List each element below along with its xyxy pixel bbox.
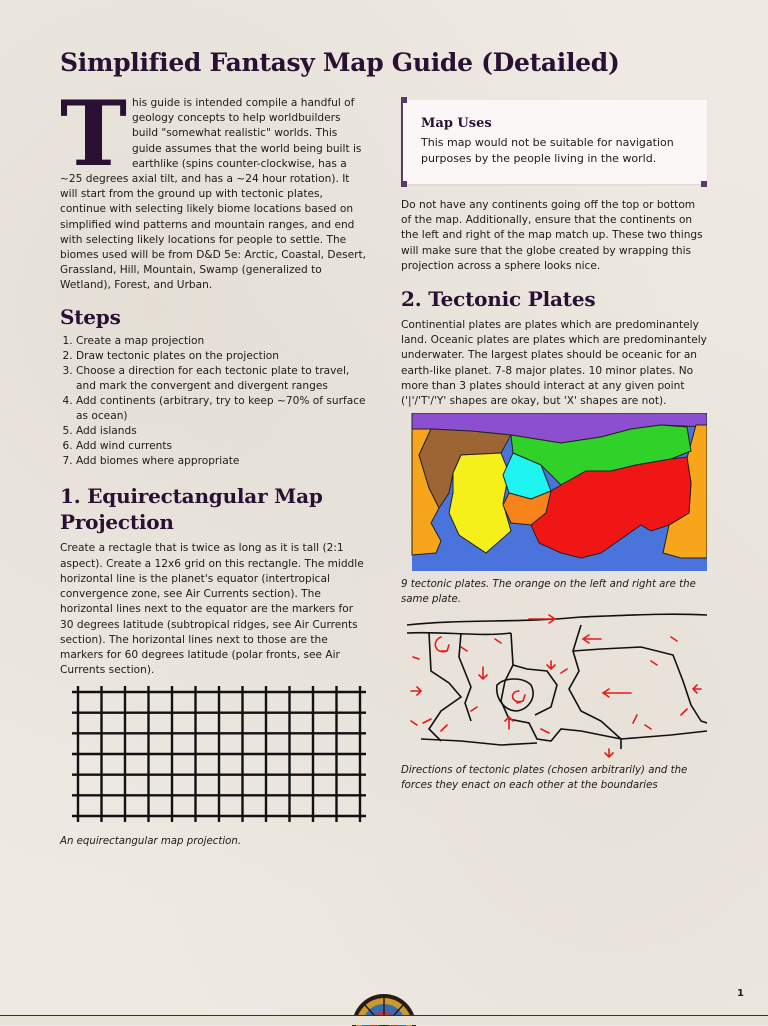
equirectangular-grid-figure <box>60 684 366 824</box>
map-uses-heading: Map Uses <box>421 116 492 131</box>
boundary-line <box>573 647 707 723</box>
callout-corner <box>701 181 707 187</box>
map-uses-text: This map would not be suitable for navigation purposes by the people living in the world. <box>421 136 674 165</box>
drop-cap-letter: T <box>60 81 127 187</box>
boundary-line <box>459 633 471 721</box>
left-column <box>60 81 366 849</box>
arrow-left <box>693 685 701 693</box>
projection-heading: 1. Equirectangular Map Projection <box>60 484 323 535</box>
boundary-line <box>421 739 537 745</box>
plates-caption: 9 tectonic plates. The orange on the left and right are the same plate. <box>401 579 696 606</box>
edges-paragraph: Do not have any continents going off the top or bottom of the map. Additionally, ensure that the continents on the left and right of the map match up. These two things will make sure that the globe created by wrapping this projection across a sphere looks nice. <box>401 199 703 272</box>
force-ticks <box>411 637 687 733</box>
rotation-arrow <box>513 691 525 703</box>
list-item: 2. Draw tectonic plates on the projection <box>76 349 366 364</box>
arrow-right <box>411 687 421 695</box>
steps-heading: Steps <box>60 304 121 329</box>
projection-paragraph: Create a rectagle that is twice as long as it is tall (2:1 aspect). Create a 12x6 grid on this rectangle. The middle horizontal line is the planet's equator (intertropical convergence zone, see Air Currents section). The horizontal lines next to the equator are the markers for 30 degrees latitude (subtropical ridges, see Air Currents section). The horizontal lines next to those are the markers for 60 degrees latitude (polar fronts, see Air Currents section). <box>60 542 364 677</box>
boundary-line <box>407 633 511 635</box>
page-title: Simplified Fantasy Map Guide (Detailed) <box>60 48 620 77</box>
map-uses-callout <box>401 100 707 184</box>
boundary-line <box>429 633 461 741</box>
list-item: 1. Create a map projection <box>76 334 366 349</box>
directions-caption: Directions of tectonic plates (chosen arbitrarily) and the forces they enact on each other at the boundaries <box>401 765 688 792</box>
rotation-arrow <box>435 637 449 652</box>
arrow-right <box>529 615 555 623</box>
right-column <box>401 100 707 793</box>
list-item: 5. Add islands <box>76 424 366 439</box>
list-item: 4. Add continents (arbitrary, try to keep ~70% of surface as ocean) <box>76 394 366 424</box>
steps-list <box>60 334 366 470</box>
intro-section <box>60 81 366 294</box>
projection-caption: An equirectangular map projection. <box>60 836 242 848</box>
list-item: 6. Add wind currents <box>76 439 366 454</box>
arrow-down <box>605 749 613 757</box>
boundary-line <box>513 665 557 715</box>
callout-corner <box>401 97 407 103</box>
page-number: 1 <box>737 988 744 999</box>
callout-corner <box>401 181 407 187</box>
list-item: 7. Add biomes where appropriate <box>76 454 366 469</box>
tectonic-heading: 2. Tectonic Plates <box>401 287 596 312</box>
boundary-line <box>569 625 621 739</box>
intro-paragraph: his guide is intended compile a handful of geology concepts to help worldbuilders build "somewhat realistic" worlds. This guide assumes that the world being built is earthlike (spins counter-clockwise, has a ~25 degrees axial tilt, and has a ~24 hour rotation). It will start from the ground up with tectonic plates, continue with selecting likely biome locations based on simplified wind patterns and mountain ranges, and end with selecting likely locations for people to settle. The biomes used will be from D&D 5e: Arctic, Coastal, Desert, Grassland, Hill, Mountain, Swamp (generalized to Wetland), Forest, and Urban. <box>60 97 366 292</box>
list-item: 3. Choose a direction for each tectonic plate to travel, and mark the convergent and divergent ranges <box>76 364 366 394</box>
tectonic-plates-map <box>401 413 707 571</box>
arrow-down <box>479 667 487 679</box>
tectonic-paragraph: Continential plates are plates which are predominantely land. Oceanic plates are plates which are predominantely underwater. The largest plates should be oceanic for an earth-like planet. 7-8 major plates. 10 minor plates. No more than 3 plates should interact at any given point ('|'/'T'/'Y' shapes are okay, but 'X' shapes are not). <box>401 319 707 408</box>
arrow-left <box>583 635 601 643</box>
arrow-down <box>547 661 555 669</box>
boundary-line <box>407 614 707 625</box>
plate-directions-diagram <box>401 611 707 761</box>
arrow-up <box>505 717 513 729</box>
arrow-left <box>603 689 631 697</box>
